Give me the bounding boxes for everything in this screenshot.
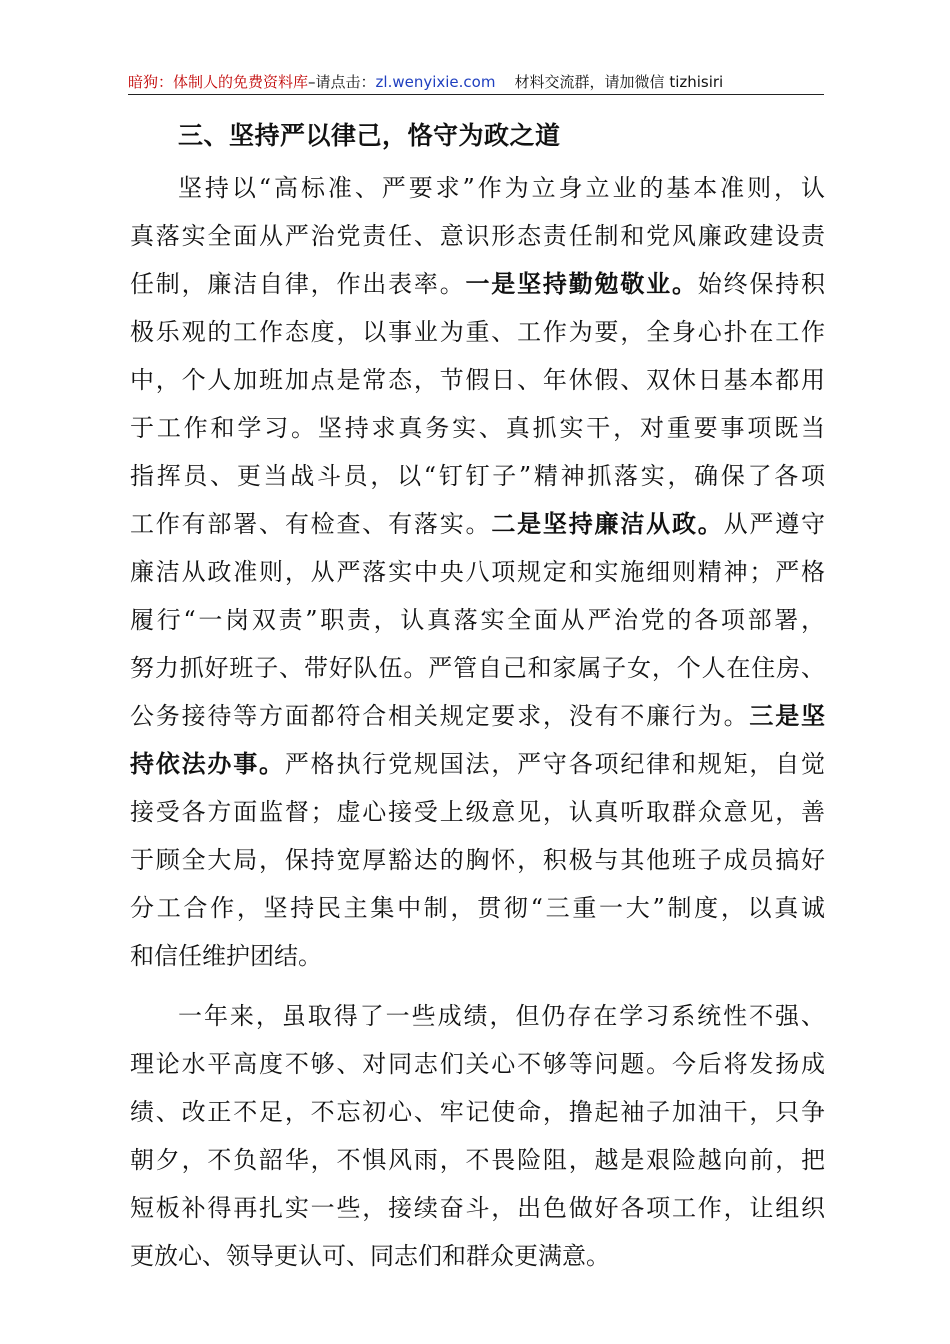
paragraph-1-line: 于顾全大局，保持宽厚豁达的胸怀，积极与其他班子成员搞好	[130, 846, 825, 874]
wechat-note: 材料交流群，请加微信 tizhisiri	[514, 73, 724, 91]
paragraph-1-line	[130, 694, 825, 738]
text-run: 从严遵守	[723, 510, 825, 538]
paragraph-2-line: 理论水平高度不够、对同志们关心不够等问题。今后将发扬成	[130, 1050, 825, 1078]
header-divider	[128, 94, 824, 95]
paragraph-1-line: 坚持以“高标准、严要求”作为立身立业的基本准则，认	[178, 174, 825, 202]
click-prompt: –请点击：	[308, 73, 376, 91]
paragraph-1-line: 指挥员、更当战斗员，以“钉钉子”精神抓落实，确保了各项	[130, 462, 825, 490]
paragraph-2-line: 更放心、领导更认可、同志们和群众更满意。	[130, 1242, 610, 1270]
key-point-1: 一是坚持勤勉敬业。	[465, 269, 698, 298]
spacer	[495, 73, 514, 91]
paragraph-1-line: 极乐观的工作态度，以事业为重、工作为要，全身心扑在工作	[130, 318, 825, 346]
paragraph-1-line: 中，个人加班加点是常态，节假日、年休假、双休日基本都用	[130, 366, 825, 394]
text-run: 严格执行党规国法，严守各项纪律和规矩，自觉	[284, 750, 825, 778]
paragraph-1-line: 真落实全面从严治党责任、意识形态责任制和党风廉政建设责	[130, 222, 825, 250]
paragraph-1-line	[130, 742, 825, 786]
paragraph-1-line: 接受各方面监督；虚心接受上级意见，认真听取群众意见，善	[130, 798, 825, 826]
key-point-3: 三是坚	[749, 701, 825, 730]
key-point-3-cont: 持依法办事。	[130, 749, 285, 778]
paragraph-2-line: 绩、改正不足，不忘初心、牢记使命，撸起袖子加油干，只争	[130, 1098, 825, 1126]
site-name[interactable]: 暗狗：体制人的免费资料库	[128, 73, 309, 91]
page-header	[128, 70, 824, 94]
paragraph-1-line: 履行“一岗双责”职责，认真落实全面从严治党的各项部署，	[130, 606, 825, 634]
text-run: 公务接待等方面都符合相关规定要求，没有不廉行为。	[130, 702, 750, 730]
site-url-link[interactable]: zl.wenyixie.com	[375, 73, 496, 91]
paragraph-2-line: 短板补得再扎实一些，接续奋斗，出色做好各项工作，让组织	[130, 1194, 825, 1222]
text-run: 始终保持积	[697, 270, 825, 298]
text-run: 任制，廉洁自律，作出表率。	[130, 270, 466, 298]
paragraph-1-line: 和信任维护团结。	[130, 942, 322, 970]
paragraph-2-line: 朝夕，不负韶华，不惧风雨，不畏险阻，越是艰险越向前，把	[130, 1146, 825, 1174]
key-point-2: 二是坚持廉洁从政。	[491, 509, 724, 538]
paragraph-1-line	[130, 502, 825, 546]
paragraph-1-line: 于工作和学习。坚持求真务实、真抓实干，对重要事项既当	[130, 414, 825, 442]
paragraph-1-line: 努力抓好班子、带好队伍。严管自己和家属子女，个人在住房、	[130, 654, 825, 682]
paragraph-2-line: 一年来，虽取得了一些成绩，但仍存在学习系统性不强、	[178, 1002, 825, 1030]
paragraph-1-line	[130, 262, 825, 306]
section-title: 三、坚持严以律己，恪守为政之道	[178, 121, 561, 150]
paragraph-1-line: 分工合作，坚持民主集中制，贯彻“三重一大”制度，以真诚	[130, 894, 825, 922]
text-run: 工作有部署、有检查、有落实。	[130, 510, 492, 538]
paragraph-1-line: 廉洁从政准则，从严落实中央八项规定和实施细则精神；严格	[130, 558, 825, 586]
